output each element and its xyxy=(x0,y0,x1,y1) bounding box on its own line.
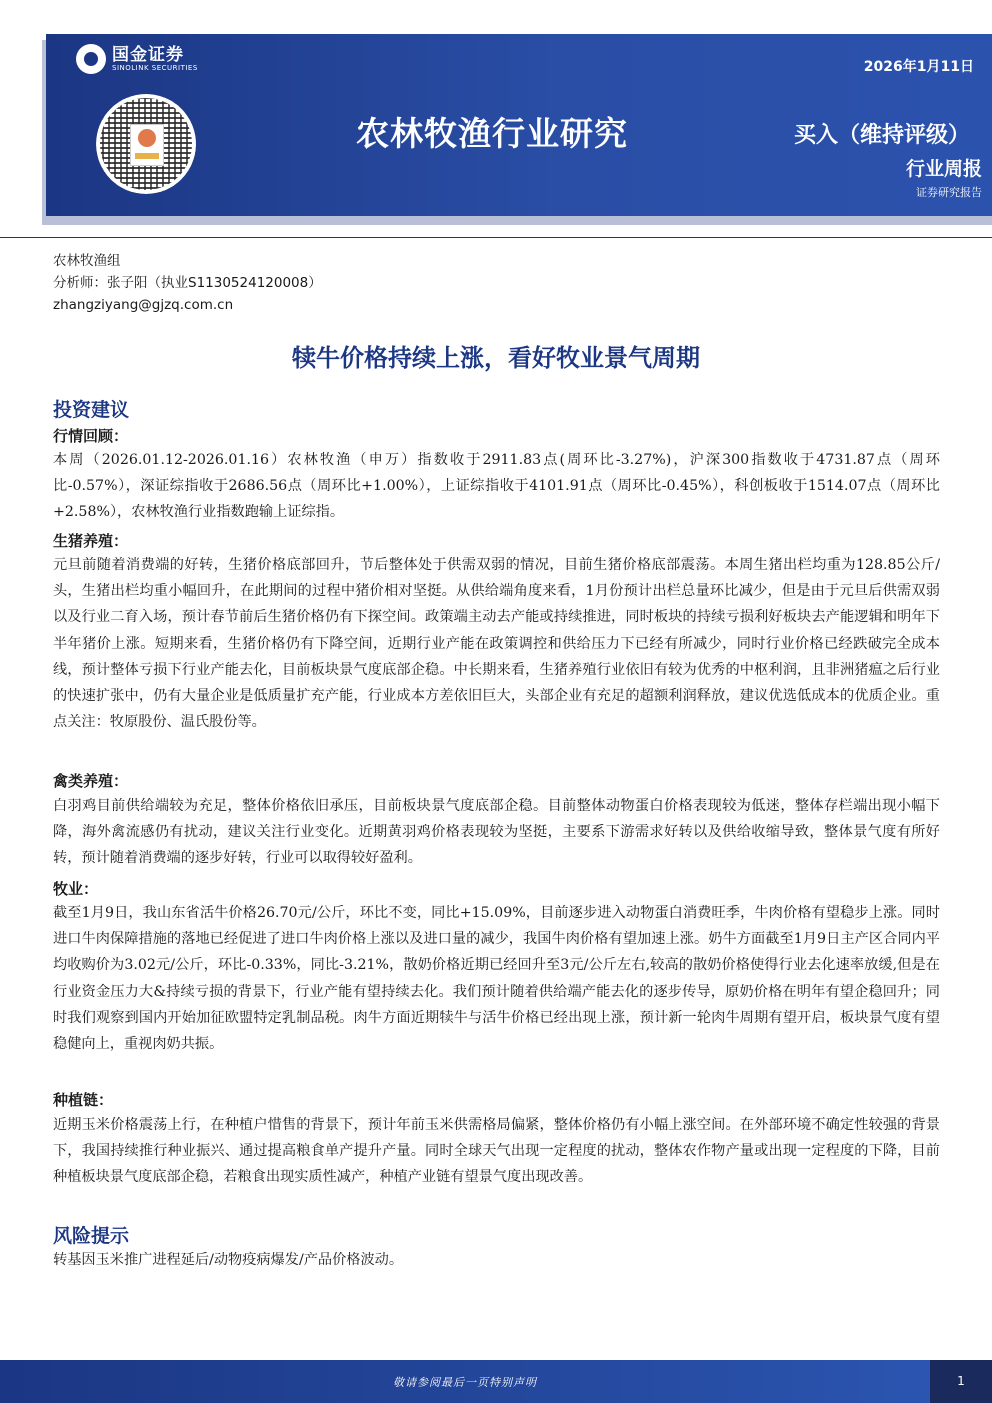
logo-cn: 国金证券 xyxy=(112,44,184,65)
analyst-info xyxy=(53,250,322,316)
analyst-name: 分析师：张子阳（执业S1130524120008） xyxy=(53,275,322,291)
report-type: 行业周报 xyxy=(905,158,982,180)
report-header xyxy=(46,34,992,216)
footer-bar xyxy=(0,1360,992,1403)
poultry-text: 白羽鸡目前供给端较为充足，整体价格依旧承压，目前板块景气度底部企稳。目前整体动物蛋白价格表现较为低迷，整体存栏端出现小幅下降，海外禽流感仍有扰动，建议关注行业变化。近期黄羽鸡价格表现较为坚挺，主要系下游需求好转以及供给收缩导致，整体景气度有所好转，预计随着消费端的逐步好转，行业可以取得较好盈利。 xyxy=(53,798,940,867)
analyst-email[interactable]: zhangziyang@gjzq.com.cn xyxy=(53,297,234,313)
report-date: 2026年1月11日 xyxy=(863,59,974,75)
hog-title: 生猪养殖： xyxy=(53,532,129,550)
review-text: 本周（2026.01.12-2026.01.16）农林牧渔（申万）指数收于2911.83点(周环比-3.27%)，沪深300指数收于4731.87点（周环比-0.57%），深证综指收于2686.56点（周环比+1.00%），上证综指收于4101.91点（周环比-0.45%），科创板收于1514.07点（周环比+2.58%），农林牧渔行业指数跑输上证综指。 xyxy=(53,452,940,521)
hog-text: 元旦前随着消费端的好转，生猪价格底部回升，节后整体处于供需双弱的情况，目前生猪价格底部震荡。本周生猪出栏均重为128.85公斤/头，生猪出栏均重小幅回升，在此期间的过程中猪价相对坚挺。从供给端角度来看，1月份预计出栏总量环比减少，但是由于元旦后供需双弱以及行业二育入场，预计春节前后生猪价格仍有下探空间。政策端主动去产能或持续推进，同时板块的持续亏损利好板块去产能逻辑和明年下半年猪价上涨。短期来看，生猪价格仍有下降空间，近期行业产能在政策调控和供给压力下已经有所减少，同时行业价格已经跌破完全成本线，预计整体亏损下行业产能去化，目前板块景气度底部企稳。中长期来看，生猪养殖行业依旧有较为优秀的中枢利润，且非洲猪瘟之后行业的快速扩张中，仍有大量企业是低质量扩充产能，行业成本方差依旧巨大，头部企业有充足的超额利润释放，建议优选低成本的优质企业。重点关注：牧原股份、温氏股份等。 xyxy=(53,557,940,731)
team-name: 农林牧渔组 xyxy=(53,253,121,269)
plant-text: 近期玉米价格震荡上行，在种植户惜售的背景下，预计年前玉米供需格局偏紧，整体价格仍有小幅上涨空间。在外部环境不确定性较强的背景下，我国持续推行种业振兴、通过提高粮食单产提升产量。同时全球天气出现一定程度的扰动，整体农作物产量或出现一定程度的下降，目前种植板块景气度底部企稳，若粮食出现实质性减产，种植产业链有望景气度出现改善。 xyxy=(53,1117,940,1186)
page-title: 犊牛价格持续上涨，看好牧业景气周期 xyxy=(292,344,700,372)
qr-center-logo xyxy=(130,124,164,166)
report-category-title: 农林牧渔行业研究 xyxy=(356,114,628,153)
company-logo xyxy=(76,44,198,74)
logo-en: SINOLINK SECURITIES xyxy=(112,63,198,72)
plant-title: 种植链： xyxy=(53,1091,114,1109)
review-title: 行情回顾： xyxy=(53,427,129,445)
risk-text: 转基因玉米推广进程延后/动物疫病爆发/产品价格波动。 xyxy=(53,1252,404,1268)
qr-code-icon xyxy=(96,94,196,194)
section-risk-title: 风险提示 xyxy=(53,1225,130,1247)
logo-icon xyxy=(76,44,106,74)
ranch-text: 截至1月9日，我山东省活牛价格26.70元/公斤，环比不变，同比+15.09%，目前逐步进入动物蛋白消费旺季，牛肉价格有望稳步上涨。同时进口牛肉保障措施的落地已经促进了进口牛肉价格上涨以及进口量的减少，我国牛肉价格有望加速上涨。奶牛方面截至1月9日主产区合同内平均收购价为3.02元/公斤，环比-0.33%，同比-3.21%，散奶价格近期已经回升至3元/公斤左右,较高的散奶价格使得行业去化速率放缓,但是在行业资金压力大&持续亏损的背景下，行业产能有望持续去化。我们预计随着供给端产能去化的逐步传导，原奶价格在明年有望企稳回升；同时我们观察到国内开始加征欧盟特定乳制品税。肉牛方面近期犊牛与活牛价格已经出现上涨，预计新一轮肉牛周期有望开启，板块景气度有望稳健向上，重视肉奶共振。 xyxy=(53,905,940,1053)
page-number: 1 xyxy=(930,1360,992,1403)
ranch-title: 牧业： xyxy=(53,880,99,898)
rating-label: 买入（维持评级） xyxy=(793,123,970,148)
section-invest-title: 投资建议 xyxy=(53,399,130,421)
footer-notice[interactable]: 敬请参阅最后一页特别声明 xyxy=(393,1376,537,1389)
report-subtype: 证券研究报告 xyxy=(916,186,982,199)
header-rule xyxy=(0,237,992,238)
poultry-title: 禽类养殖： xyxy=(53,772,129,790)
